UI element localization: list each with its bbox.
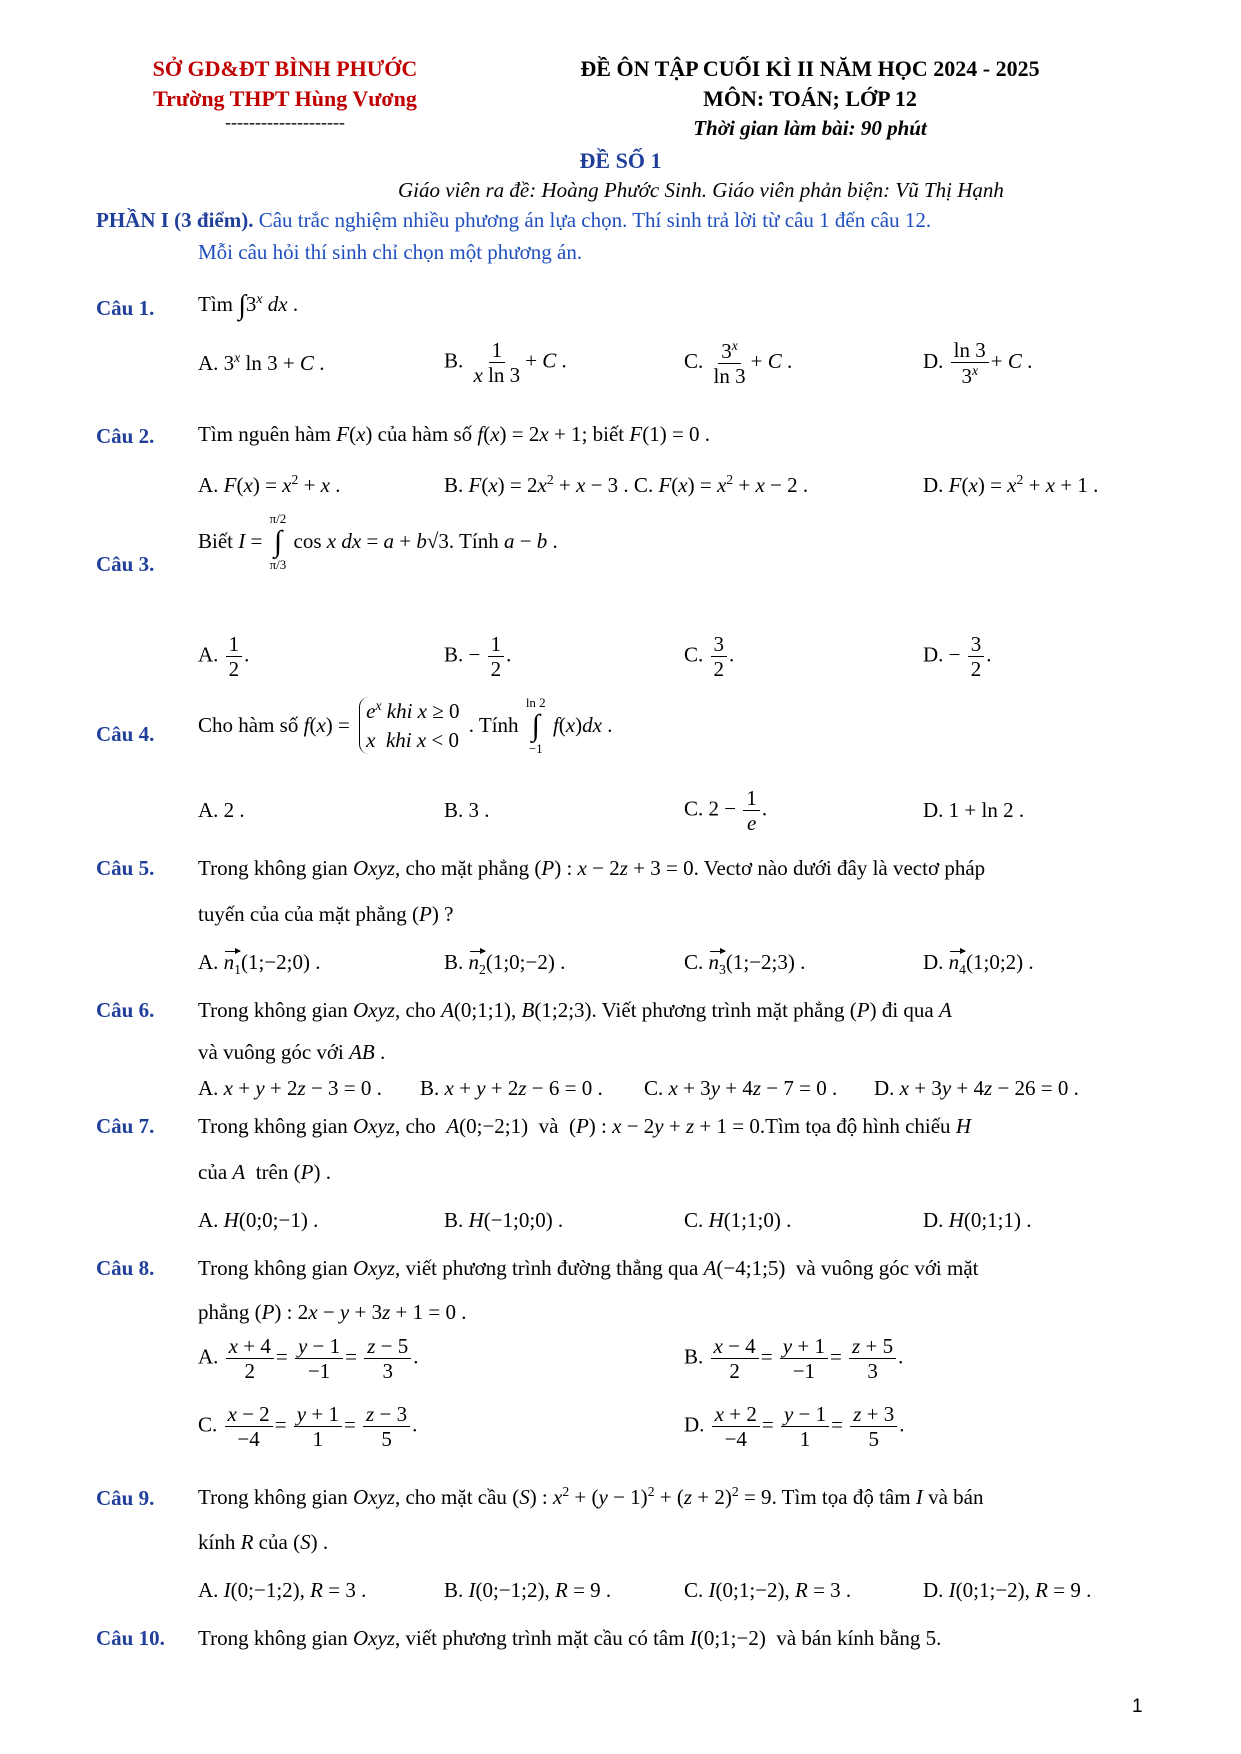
question-label: Câu 8. — [96, 1256, 155, 1280]
answer-option: D. x + 3y + 4z − 26 = 0 . — [874, 1076, 1079, 1100]
question-text: Trong không gian Oxyz, cho A(0;1;1), B(1;2;3). Viết phương trình mặt phẳng (P) đi qua A — [198, 998, 952, 1022]
question-label: Câu 2. — [96, 424, 155, 448]
answer-option: B. − $\frac{1}{2}$ . — [444, 632, 512, 682]
answer-option: D. $F(x) = x^2 + x + 1$ . — [923, 472, 1099, 497]
question-text: Trong không gian Oxyz, viết phương trình mặt cầu có tâm I(0;1;−2) và bán kính bằng 5. — [198, 1626, 942, 1650]
teachers-line: Giáo viên ra đề: Hoàng Phước Sinh. Giáo viên phản biện: Vũ Thị Hạnh — [398, 178, 1004, 202]
answer-option: A. $\frac{1}{2}$ . — [198, 632, 250, 682]
answer-option: D. H(0;1;1) . — [923, 1208, 1032, 1232]
subject-line: MÔN: TOÁN; LỚP 12 — [703, 86, 917, 111]
question-label: Câu 3. — [96, 552, 155, 576]
question-text: Cho hàm số f(x) = $e^x$ khi x ≥ 0 x khi x < 0 . Tính ln 2 ∫ −1 f(x)dx . — [198, 695, 613, 756]
answer-option: C. I(0;1;−2), R = 3 . — [684, 1578, 852, 1602]
question-text-line2: tuyến của của mặt phẳng (P) ? — [198, 902, 454, 926]
answer-option: D. 1 + ln 2 . — [923, 798, 1025, 822]
school-name: Trường THPT Hùng Vương — [153, 86, 417, 111]
answer-option: A. I(0;−1;2), R = 3 . — [198, 1578, 367, 1602]
header-divider: -------------------- — [225, 112, 345, 132]
question-text: Trong không gian Oxyz, cho mặt cầu (S) : $x^2 + (y - 1)^2 + (z + 2)^2 = 9$. Tìm tọa độ tâm I và bán — [198, 1484, 984, 1509]
answer-option: C. $\frac{3}{2}$ . — [684, 632, 735, 682]
question-label: Câu 9. — [96, 1486, 155, 1510]
section-title: PHẦN I (3 điểm). — [96, 208, 254, 232]
question-label: Câu 4. — [96, 722, 155, 746]
answer-option: C. 2 − $\frac{1}{e}$ . — [684, 786, 768, 836]
answer-option: D. $\frac{x + 2}{-4}$ = $\frac{y - 1}{1}$ = $\frac{z + 3}{5}$ . — [684, 1402, 905, 1452]
answer-option: C. $\frac{3^x}{\ln 3}$ + C . — [684, 338, 793, 389]
answer-option: D. I(0;1;−2), R = 9 . — [923, 1578, 1092, 1602]
answer-option: A. $\frac{x + 4}{2}$ = $\frac{y - 1}{-1}$ = $\frac{z - 5}{3}$ . — [198, 1334, 419, 1384]
answer-option: D. − $\frac{3}{2}$ . — [923, 632, 992, 682]
question-text: Trong không gian Oxyz, cho A(0;−2;1) và (P) : x − 2y + z + 1 = 0.Tìm tọa độ hình chiếu H — [198, 1114, 971, 1138]
answer-option: C. $\frac{x - 2}{-4}$ = $\frac{y + 1}{1}$ = $\frac{z - 3}{5}$ . — [198, 1402, 418, 1452]
question-label: Câu 7. — [96, 1114, 155, 1138]
section-instruction-2: Mỗi câu hỏi thí sinh chỉ chọn một phương án. — [198, 240, 583, 264]
question-text-line2: của A trên (P) . — [198, 1160, 331, 1184]
question-label: Câu 6. — [96, 998, 155, 1022]
exam-duration: Thời gian làm bài: 90 phút — [693, 116, 927, 140]
question-text-line2: và vuông góc với AB . — [198, 1040, 386, 1064]
section-heading — [96, 208, 931, 233]
answer-option: A. $n_1(1;-2;0)$ . — [198, 950, 321, 978]
question-label: Câu 1. — [96, 296, 155, 320]
answer-option: B. 3 . — [444, 798, 490, 822]
answer-option: B. $n_2(1;0;-2)$ . — [444, 950, 566, 978]
question-text-line2: phẳng (P) : 2x − y + 3z + 1 = 0 . — [198, 1300, 467, 1324]
answer-option: A. x + y + 2z − 3 = 0 . — [198, 1076, 382, 1100]
answer-option: C. x + 3y + 4z − 7 = 0 . — [644, 1076, 838, 1100]
answer-option: B. I(0;−1;2), R = 9 . — [444, 1578, 612, 1602]
answer-option: B. H(−1;0;0) . — [444, 1208, 564, 1232]
answer-option: B. $F(x) = 2x^2 + x - 3$ . C. $F(x) = x^2 + x - 2$ . — [444, 472, 809, 497]
answer-option: A. 3$^x$ ln 3 + C . — [198, 350, 325, 375]
answer-option: C. H(1;1;0) . — [684, 1208, 792, 1232]
answer-option: C. $n_3(1;-2;3)$ . — [684, 950, 806, 978]
answer-option: A. 2 . — [198, 798, 245, 822]
question-text-line2: kính R của (S) . — [198, 1530, 329, 1554]
department-name: SỞ GD&ĐT BÌNH PHƯỚC — [152, 56, 418, 81]
question-text: Tìm nguên hàm F(x) của hàm số f(x) = 2x + 1; biết F(1) = 0 . — [198, 422, 711, 446]
question-text: Trong không gian Oxyz, cho mặt phẳng (P) : x − 2z + 3 = 0. Vectơ nào dưới đây là vectơ pháp — [198, 856, 986, 880]
question-text: Biết I = π/2 ∫ π/3 cos x dx = a + b√3. Tính a − b . — [198, 511, 558, 572]
answer-option: B. $\frac{x - 4}{2}$ = $\frac{y + 1}{-1}$ = $\frac{z + 5}{3}$ . — [684, 1334, 904, 1384]
answer-option: D. $n_4(1;0;2)$ . — [923, 950, 1034, 978]
answer-option: B. $\frac{1}{\text{x ln 3}}$ + C . — [444, 338, 567, 388]
exam-number: ĐỀ SỐ 1 — [579, 148, 662, 173]
question-text: Tìm ∫3$^x$ dx . — [198, 290, 299, 321]
section-instruction-1: Câu trắc nghiệm nhiều phương án lựa chọn. Thí sinh trả lời từ câu 1 đến câu 12. — [253, 208, 932, 232]
page-number: 1 — [1132, 1696, 1143, 1717]
question-text: Trong không gian Oxyz, viết phương trình đường thẳng qua A(−4;1;5) và vuông góc với mặt — [198, 1256, 979, 1280]
answer-option: A. H(0;0;−1) . — [198, 1208, 319, 1232]
question-label: Câu 5. — [96, 856, 155, 880]
question-label: Câu 10. — [96, 1626, 165, 1650]
answer-option: B. x + y + 2z − 6 = 0 . — [420, 1076, 603, 1100]
exam-title: ĐỀ ÔN TẬP CUỐI KÌ II NĂM HỌC 2024 - 2025 — [580, 56, 1040, 81]
answer-option: A. $F(x) = x^2 + x$ . — [198, 472, 341, 497]
answer-option: D. $\frac{\ln 3}{3^x}$ + C . — [923, 338, 1033, 389]
